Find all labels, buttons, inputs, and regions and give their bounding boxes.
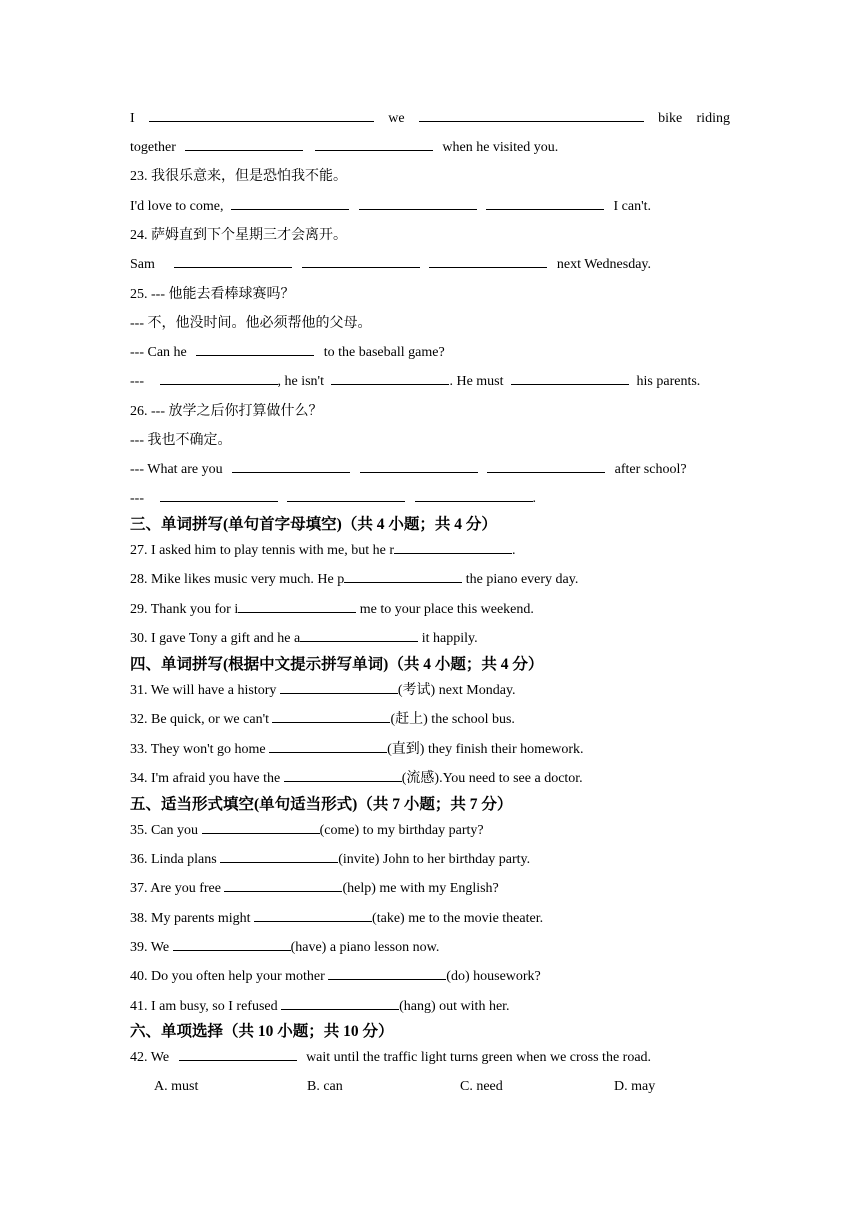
q23-post: I can't. — [613, 199, 652, 214]
question-36 — [130, 850, 730, 870]
answer-blank[interactable] — [359, 197, 477, 210]
answer-blank[interactable] — [272, 710, 390, 723]
answer-blank[interactable] — [360, 460, 478, 473]
question-35 — [130, 821, 730, 841]
q26-english-2 — [130, 489, 730, 509]
question-29 — [130, 600, 730, 620]
answer-blank[interactable] — [173, 938, 291, 951]
q26-dash: --- — [130, 491, 144, 506]
answer-blank[interactable] — [238, 600, 356, 613]
q22-line2 — [130, 138, 730, 158]
answer-blank[interactable] — [231, 197, 349, 210]
q25-post: his parents. — [636, 374, 701, 389]
question-text: the piano every day. — [462, 572, 579, 587]
q25-mid: . He must — [449, 374, 504, 389]
answer-blank[interactable] — [394, 541, 512, 554]
q26-pre: --- What are you — [130, 462, 223, 477]
question-40 — [130, 967, 730, 987]
question-28 — [130, 570, 730, 590]
answer-blank[interactable] — [415, 489, 533, 502]
question-text: 29. Thank you for i — [130, 602, 239, 617]
question-39 — [130, 938, 730, 958]
q25-pre: --- Can he — [130, 345, 187, 360]
question-text: 39. We — [130, 940, 173, 955]
question-text: 38. My parents might — [130, 911, 255, 926]
answer-blank[interactable] — [254, 909, 372, 922]
q26-post: after school? — [614, 462, 687, 477]
answer-blank[interactable] — [174, 255, 292, 268]
q25-chinese-1: 25. --- 他能去看棒球赛吗？ — [130, 287, 295, 302]
answer-blank[interactable] — [287, 489, 405, 502]
answer-blank[interactable] — [179, 1048, 297, 1061]
option-c[interactable]: C. need — [460, 1079, 503, 1094]
q26-chinese-2: --- 我也不确定。 — [130, 433, 232, 448]
q24-post: next Wednesday. — [556, 257, 652, 272]
question-text: (invite) John to her birthday party. — [338, 852, 531, 867]
q24-pre: Sam — [130, 257, 155, 272]
answer-blank[interactable] — [224, 879, 342, 892]
answer-blank[interactable] — [196, 343, 314, 356]
question-text: (直到) they finish their homework. — [387, 742, 584, 757]
question-text: 30. I gave Tony a gift and he a — [130, 631, 301, 646]
question-text: (help) me with my English? — [342, 881, 499, 896]
answer-blank[interactable] — [281, 997, 399, 1010]
question-text: 42. We — [130, 1050, 170, 1065]
q23-english — [130, 197, 730, 217]
q22-word: riding — [696, 111, 730, 126]
answer-blank[interactable] — [302, 255, 420, 268]
answer-blank[interactable] — [280, 681, 398, 694]
answer-blank[interactable] — [429, 255, 547, 268]
question-text: 27. I asked him to play tennis with me, but he r — [130, 543, 395, 558]
question-27 — [130, 541, 730, 561]
question-text: . — [512, 543, 516, 558]
question-30 — [130, 629, 730, 649]
question-text: 33. They won't go home — [130, 742, 270, 757]
answer-blank[interactable] — [331, 372, 449, 385]
q25-post: to the baseball game? — [323, 345, 445, 360]
answer-blank[interactable] — [160, 489, 278, 502]
option-d[interactable]: D. may — [614, 1079, 656, 1094]
question-text: (赶上) the school bus. — [390, 712, 515, 727]
question-text: 28. Mike likes music very much. He p — [130, 572, 345, 587]
option-b[interactable]: B. can — [307, 1079, 343, 1094]
section-6-title: 六、单项选择（共 10 小题；共 10 分） — [130, 1023, 394, 1040]
answer-blank[interactable] — [185, 138, 303, 151]
q22-word: bike — [658, 111, 683, 126]
answer-blank[interactable] — [149, 109, 374, 122]
question-text: (流感).You need to see a doctor. — [401, 771, 583, 786]
section-5-title: 五、适当形式填空(单句适当形式)（共 7 小题；共 7 分） — [130, 796, 513, 813]
q22-word: I — [130, 111, 135, 126]
question-text: 40. Do you often help your mother — [130, 969, 329, 984]
answer-blank[interactable] — [487, 460, 605, 473]
question-37 — [130, 879, 730, 899]
answer-blank[interactable] — [220, 850, 338, 863]
q25-chinese-2: --- 不，他没时间。他必须帮他的父母。 — [130, 316, 372, 331]
question-33 — [130, 740, 730, 760]
answer-blank[interactable] — [511, 372, 629, 385]
answer-blank[interactable] — [269, 740, 387, 753]
q22-tail: when he visited you. — [442, 140, 559, 155]
answer-blank[interactable] — [315, 138, 433, 151]
question-41 — [130, 997, 730, 1017]
question-text: it happily. — [418, 631, 478, 646]
question-text: 32. Be quick, or we can't — [130, 712, 273, 727]
answer-blank[interactable] — [300, 629, 418, 642]
question-42 — [130, 1048, 730, 1068]
answer-blank[interactable] — [328, 967, 446, 980]
option-a[interactable]: A. must — [154, 1079, 199, 1094]
question-text: wait until the traffic light turns green when we cross the road. — [306, 1050, 652, 1065]
question-text: 41. I am busy, so I refused — [130, 999, 282, 1014]
question-32 — [130, 710, 730, 730]
q26-english-1 — [130, 460, 730, 480]
answer-blank[interactable] — [232, 460, 350, 473]
q22-line1 — [130, 109, 730, 129]
question-31 — [130, 681, 730, 701]
question-text: 35. Can you — [130, 823, 202, 838]
q26-chinese-1: 26. --- 放学之后你打算做什么？ — [130, 404, 323, 419]
q25-mid: , he isn't — [277, 374, 324, 389]
question-text: 31. We will have a history — [130, 683, 280, 698]
q26-end: . — [532, 491, 536, 506]
question-text: 37. Are you free — [130, 881, 225, 896]
answer-blank[interactable] — [344, 570, 462, 583]
question-38 — [130, 909, 730, 929]
q25-english-2 — [130, 372, 730, 392]
q25-dash: --- — [130, 374, 144, 389]
section-4-title: 四、单词拼写(根据中文提示拼写单词)（共 4 小题；共 4 分） — [130, 656, 544, 673]
q24-chinese: 24. 萨姆直到下个星期三才会离开。 — [130, 228, 347, 243]
section-3-title: 三、单词拼写(单句首字母填空)（共 4 小题；共 4 分） — [130, 516, 497, 533]
question-text: (take) me to the movie theater. — [372, 911, 544, 926]
question-34 — [130, 769, 730, 789]
question-text: 36. Linda plans — [130, 852, 221, 867]
q25-english-1 — [130, 343, 730, 363]
question-text: (come) to my birthday party? — [319, 823, 484, 838]
question-text: me to your place this weekend. — [356, 602, 534, 617]
question-text: (do) housework? — [446, 969, 541, 984]
q22-word: together — [130, 140, 176, 155]
answer-blank[interactable] — [419, 109, 644, 122]
q24-english — [130, 255, 730, 275]
q23-chinese: 23. 我很乐意来，但是恐怕我不能。 — [130, 169, 347, 184]
question-text: (have) a piano lesson now. — [290, 940, 440, 955]
answer-blank[interactable] — [160, 372, 278, 385]
q23-pre: I'd love to come, — [130, 199, 224, 214]
question-text: (hang) out with her. — [399, 999, 510, 1014]
answer-blank[interactable] — [202, 821, 320, 834]
question-text: 34. I'm afraid you have the — [130, 771, 284, 786]
answer-blank[interactable] — [284, 769, 402, 782]
question-text: (考试) next Monday. — [397, 683, 516, 698]
q22-word: we — [388, 111, 405, 126]
answer-blank[interactable] — [486, 197, 604, 210]
